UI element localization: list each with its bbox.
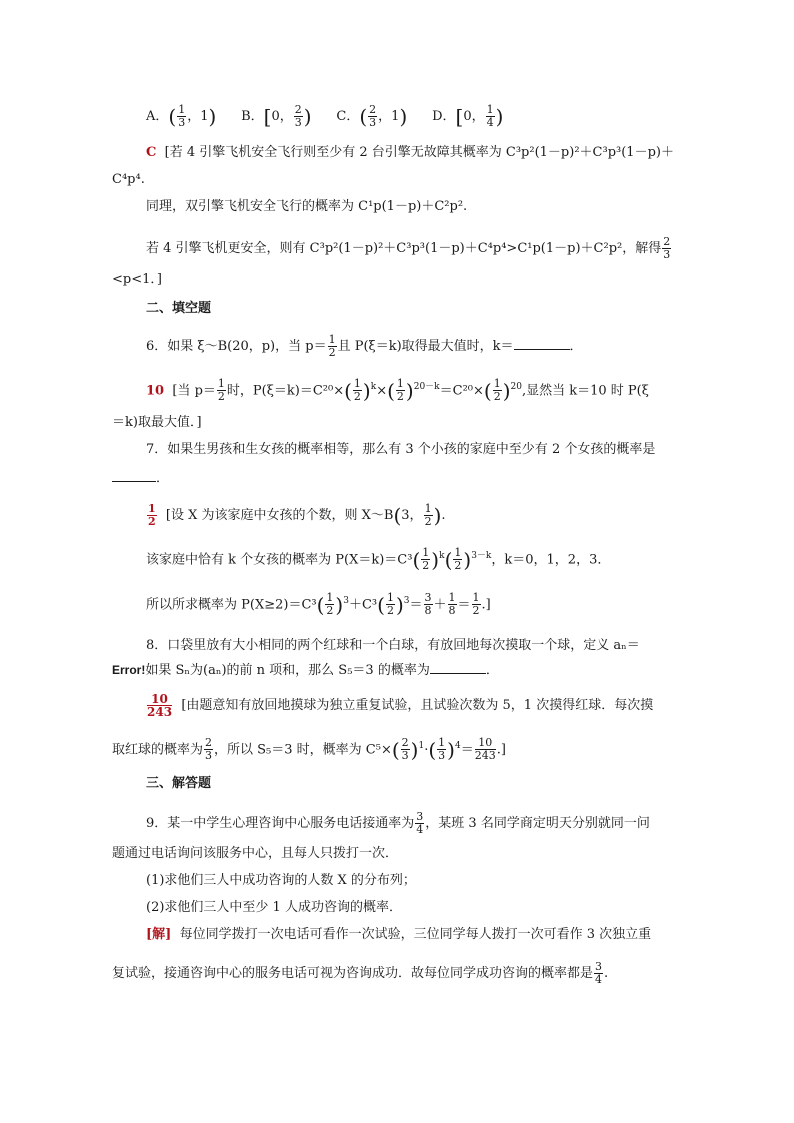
- q5-solution-line-1: C [若 4 引擎飞机安全飞行则至少有 2 台引擎无故障其概率为 C³p²(1－p)²＋C³p³(1－p)＋: [146, 145, 674, 160]
- q7-answer: $\frac{1}{2}$: [148, 502, 156, 528]
- q5-solution-line-4: 若 4 引擎飞机更安全，则有 C³p²(1－p)²＋C³p³(1－p)＋C⁴p⁴>C¹p(1－p)＋C²p²，解得 $\frac{2}{3}$: [146, 235, 671, 261]
- q8-solution-line-2: 取红球的概率为 $\frac{2}{3}$ ，所以 S₅＝3 时，概率为 C⁵×( $\frac{2}{3}$ )$^1$·( $\frac{1}{3}$ )$^4$＝ $\frac{10}{243}$ .]: [112, 736, 506, 763]
- q7-answer-blank: [112, 469, 156, 482]
- q5-solution-line-3: 同理，双引擎飞机安全飞行的概率为 C¹p(1－p)＋C²p².: [146, 199, 468, 214]
- section-fill-in: 二、填空题: [146, 301, 212, 316]
- q9-item-2: (2)求他们三人中至少 1 人成功咨询的概率．: [146, 900, 402, 915]
- q7-solution-line-1: $\frac{1}{2}$ [设 X 为该家庭中女孩的个数，则 X～B(3， $\frac{1}{2}$ ).: [148, 502, 446, 528]
- error-text: Error!: [112, 663, 146, 677]
- q9-solution-line-1: [解] 每位同学拨打一次电话可看作一次试验，三位同学每人拨打一次可看作 3 次独立重: [146, 927, 652, 942]
- q6-question: 6．如果 ξ～B(20，p)，当 p＝ $\frac{1}{2}$ 且 P(ξ＝k)取得最大值时，k＝ ．: [146, 333, 583, 359]
- q8-answer-blank: [430, 661, 486, 674]
- q5-answer: C: [146, 145, 157, 160]
- q6-answer: 10: [146, 383, 165, 399]
- q8-answer: $\frac{10}{243}$: [147, 692, 173, 719]
- q6-answer-blank: [514, 337, 570, 350]
- q6-solution-line-2: ＝k)取最大值．]: [112, 415, 202, 430]
- option-d: D．[0， $\frac{1}{4}$ ): [432, 103, 504, 129]
- q5-options: [146, 104, 503, 129]
- q7-question-line-1: 7．如果生男孩和生女孩的概率相等，那么有 3 个小孩的家庭中至少有 2 个女孩的概率是: [146, 442, 656, 457]
- option-c: C．( $\frac{2}{3}$ ，1): [336, 103, 408, 129]
- q7-solution-line-3: 所以所求概率为 P(X≥2)＝C³( $\frac{1}{2}$ )$^3$＋C³( $\frac{1}{2}$ )$^3$＝ $\frac{3}{8}$ ＋ $\frac{1}{8}$ ＝ $\frac{1}{2}$ .]: [146, 591, 491, 618]
- q9-question-line-2: 题通过电话询问该服务中心，且每人只拨打一次．: [112, 846, 399, 861]
- q5-solution-line-2: C⁴p⁴.: [112, 172, 145, 187]
- q7-solution-line-2: 该家庭中恰有 k 个女孩的概率为 P(X＝k)＝C³( $\frac{1}{2}$ )$^k$( $\frac{1}{2}$ )$^{3-k}$，k＝0，1，2，3．: [146, 546, 611, 573]
- solution-tag: [解]: [146, 927, 172, 942]
- q8-question-line-2: Error!如果 Sₙ为(aₙ)的前 n 项和，那么 S₅＝3 的概率为 ．: [112, 663, 499, 678]
- option-b: B．[0， $\frac{2}{3}$ ): [241, 103, 312, 129]
- q6-solution-line-1: 10 [当 p＝ $\frac{1}{2}$ 时，P(ξ＝k)＝C²⁰×( $\frac{1}{2}$ )$^k$×( $\frac{1}{2}$ )$^{20-k}$＝C²⁰×( $\frac{1}{2}$ )$^{20}$,显然当 k＝10 时 P(ξ: [146, 377, 649, 404]
- q5-solution-line-5: <p<1．]: [112, 272, 162, 287]
- q9-question-line-1: 9．某一中学生心理咨询中心服务电话接通率为 $\frac{3}{4}$ ，某班 3 名同学商定明天分别就同一问: [146, 810, 650, 836]
- q9-item-1: (1)求他们三人中成功咨询的人数 X 的分布列；: [146, 873, 416, 888]
- q8-question-line-1: 8．口袋里放有大小相同的两个红球和一个白球，有放回地每次摸取一个球，定义 aₙ＝: [146, 638, 640, 653]
- section-solve: 三、解答题: [146, 776, 212, 791]
- q8-solution-line-1: $\frac{10}{243}$ [由题意知有放回地摸球为独立重复试验，且试验次数为 5，1 次摸得红球．每次摸: [147, 692, 654, 719]
- option-a: A．( $\frac{1}{3}$ ，1): [146, 103, 217, 129]
- q7-question-line-2: ．: [112, 469, 169, 488]
- q9-solution-line-2: 复试验，接通咨询中心的服务电话可视为咨询成功．故每位同学成功咨询的概率都是 $\frac{3}{4}$ .: [112, 960, 609, 986]
